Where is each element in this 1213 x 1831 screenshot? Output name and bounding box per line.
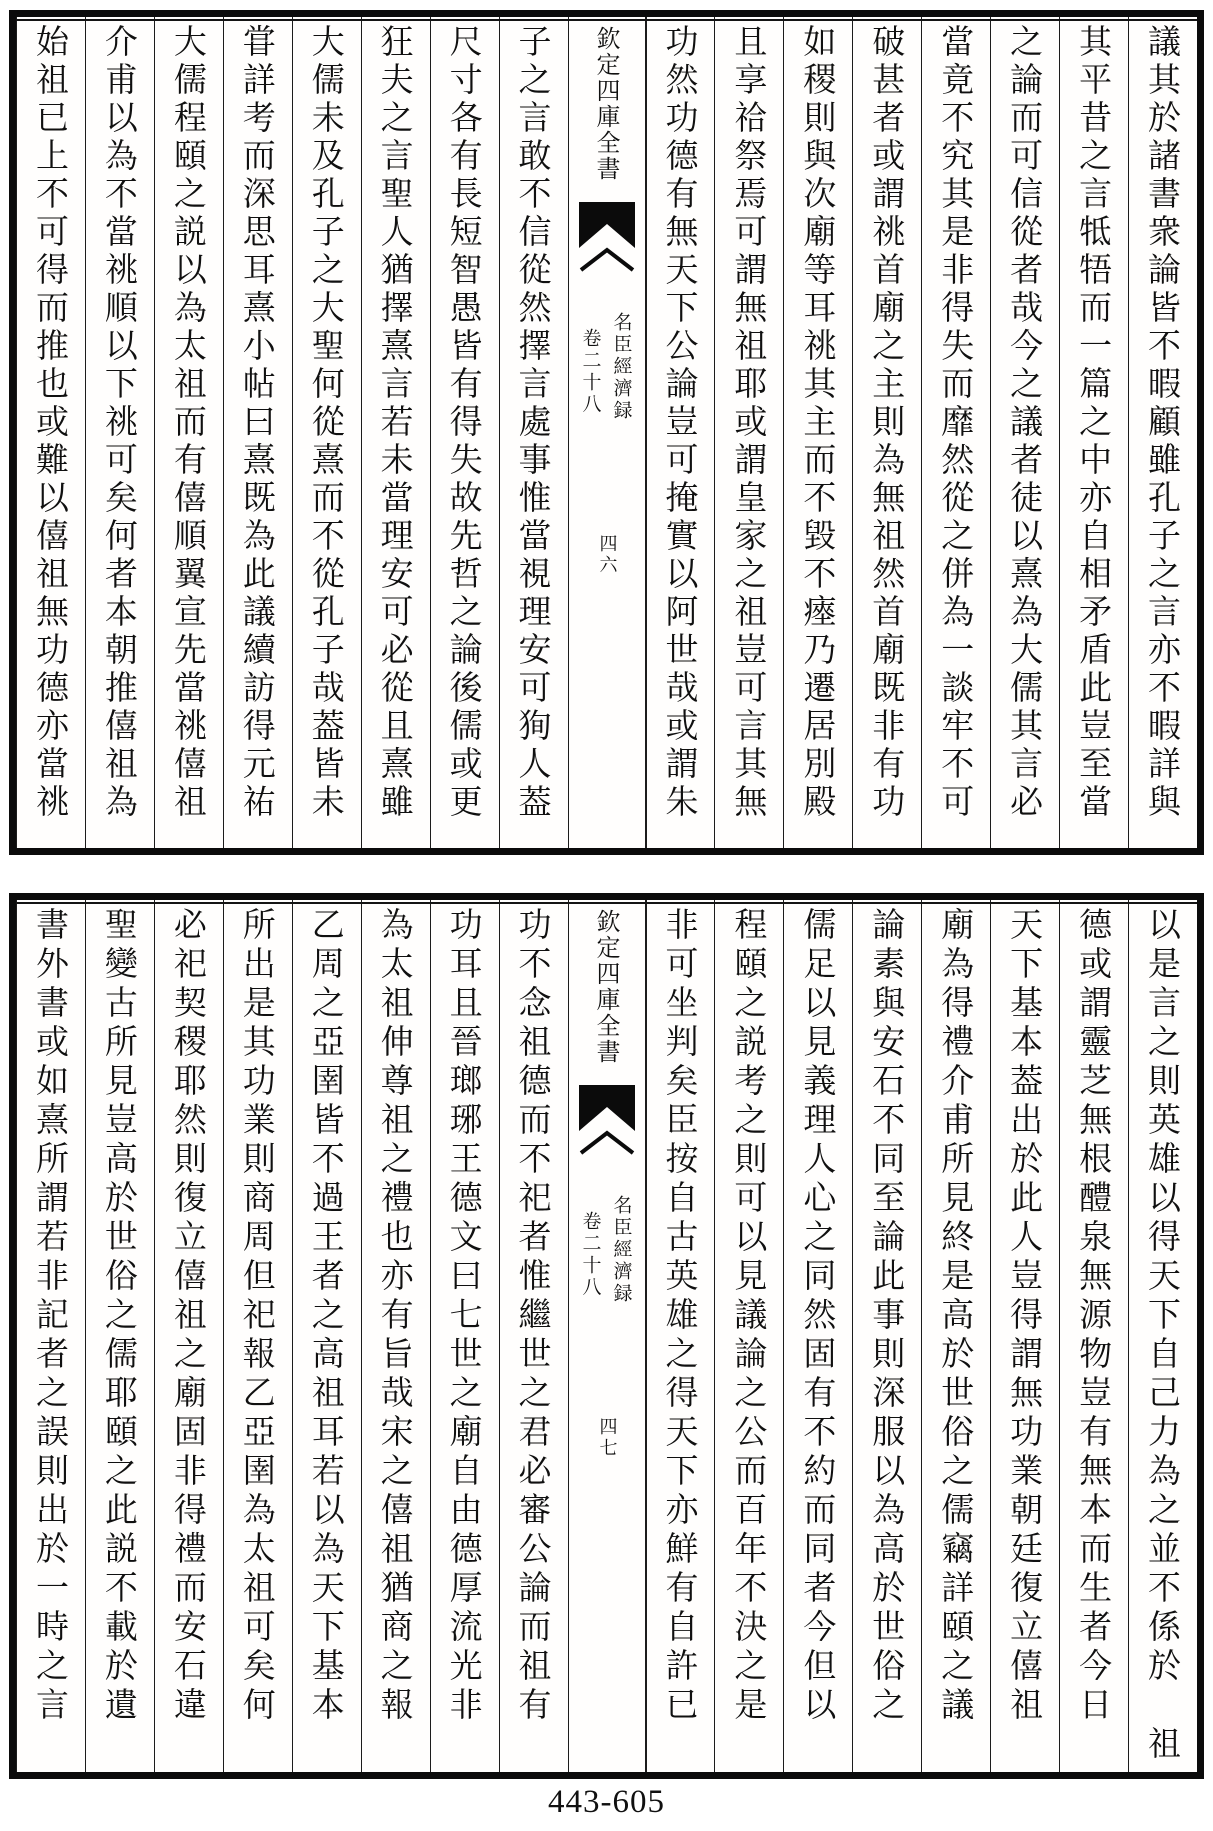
text-column: 天下基本葢出於此人豈得謂無功業朝廷復立僖祖 bbox=[990, 900, 1059, 1772]
book-title: 名臣經濟録 bbox=[610, 312, 633, 422]
folio-page-number: 四七 bbox=[596, 1417, 618, 1459]
chapter-number: 卷二十八 bbox=[579, 328, 602, 416]
text-column: 介甫以為不當祧順以下祧可矣何者本朝推僖祖為 bbox=[85, 17, 154, 848]
center-strip bbox=[568, 900, 646, 1772]
text-column: 如稷則與次廟等耳祧其主而不毀不瘞乃遷居別殿 bbox=[783, 17, 852, 848]
book-and-chapter bbox=[578, 1195, 636, 1305]
text-block-bottom bbox=[9, 893, 1204, 1779]
text-column: 當竟不究其是非得失而靡然從之併為一談牢不可 bbox=[921, 17, 990, 848]
text-column: 狂夫之言聖人猶擇熹言若未當理安可必從且熹雖 bbox=[361, 17, 430, 848]
center-strip bbox=[568, 17, 646, 848]
text-column: 乙周之亞圉皆不過王者之高祖耳若以為天下基本 bbox=[292, 900, 361, 1772]
text-column: 儒足以見義理人心之同然固有不約而同者今但以 bbox=[783, 900, 852, 1772]
text-column: 所出是其功業則商周但祀報乙亞圉為太祖可矣何 bbox=[223, 900, 292, 1772]
text-column: 論素與安石不同至論此事則深服以為高於世俗之 bbox=[852, 900, 921, 1772]
chapter-number: 卷二十八 bbox=[579, 1211, 602, 1299]
text-column: 功然功德有無天下公論豈可掩實以阿世哉或謂朱 bbox=[646, 17, 715, 848]
text-column: 以是言之則英雄以得天下自己力為之並不係於 祖 bbox=[1128, 900, 1197, 1772]
collection-title: 欽定四庫全書 bbox=[592, 909, 620, 1065]
text-column: 聖變古所見豈高於世俗之儒耶頤之此説不載於遺 bbox=[85, 900, 154, 1772]
fishtail-icon bbox=[578, 202, 636, 276]
text-column: 破甚者或謂祧首廟之主則為無祖然首廟既非有功 bbox=[852, 17, 921, 848]
text-block-top bbox=[9, 10, 1204, 855]
book-title: 名臣經濟録 bbox=[610, 1195, 633, 1305]
fishtail-icon bbox=[578, 1085, 636, 1159]
text-column: 子之言敢不信從然擇言處事惟當視理安可狥人葢 bbox=[499, 17, 568, 848]
book-and-chapter bbox=[578, 312, 636, 422]
text-column: 大儒未及孔子之大聖何從熹而不從孔子哉葢皆未 bbox=[292, 17, 361, 848]
text-column: 其平昔之言牴牾而一篇之中亦自相矛盾此豈至當 bbox=[1059, 17, 1128, 848]
text-column: 之論而可信從者哉今之議者徒以熹為大儒其言必 bbox=[990, 17, 1059, 848]
text-column: 非可坐判矣臣按自古英雄之得天下亦鮮有自許已 bbox=[646, 900, 715, 1772]
plate-number: 443-605 bbox=[548, 1784, 665, 1820]
text-column: 德或謂靈芝無根醴泉無源物豈有無本而生者今日 bbox=[1059, 900, 1128, 1772]
text-column: 甞詳考而深思耳熹小帖曰熹既為此議續訪得元祐 bbox=[223, 17, 292, 848]
text-column: 廟為得禮介甫所見終是高於世俗之儒竊詳頤之議 bbox=[921, 900, 990, 1772]
text-column: 議其於諸書衆論皆不暇顧雖孔子之言亦不暇詳與 bbox=[1128, 17, 1197, 848]
text-column: 必祀契稷耶然則復立僖祖之廟固非得禮而安石違 bbox=[154, 900, 223, 1772]
text-column: 且享祫祭焉可謂無祖耶或謂皇家之祖豈可言其無 bbox=[714, 17, 783, 848]
text-column: 始祖已上不可得而推也或難以僖祖無功德亦當祧 bbox=[16, 17, 85, 848]
text-column: 大儒程頤之説以為太祖而有僖順翼宣先當祧僖祖 bbox=[154, 17, 223, 848]
text-column: 尺寸各有長短智愚皆有得失故先哲之論後儒或更 bbox=[430, 17, 499, 848]
collection-title: 欽定四庫全書 bbox=[592, 26, 620, 182]
text-column: 書外書或如熹所謂若非記者之誤則出於一時之言 bbox=[16, 900, 85, 1772]
text-column: 功耳且晉瑯琊王德文曰七世之廟自由德厚流光非 bbox=[430, 900, 499, 1772]
folio-page-number: 四六 bbox=[596, 534, 618, 576]
text-column: 功不念祖德而不祀者惟繼世之君必審公論而祖有 bbox=[499, 900, 568, 1772]
text-column: 程頤之説考之則可以見議論之公而百年不決之是 bbox=[714, 900, 783, 1772]
text-column: 為太祖伸尊祖之禮也亦有旨哉宋之僖祖猶商之報 bbox=[361, 900, 430, 1772]
